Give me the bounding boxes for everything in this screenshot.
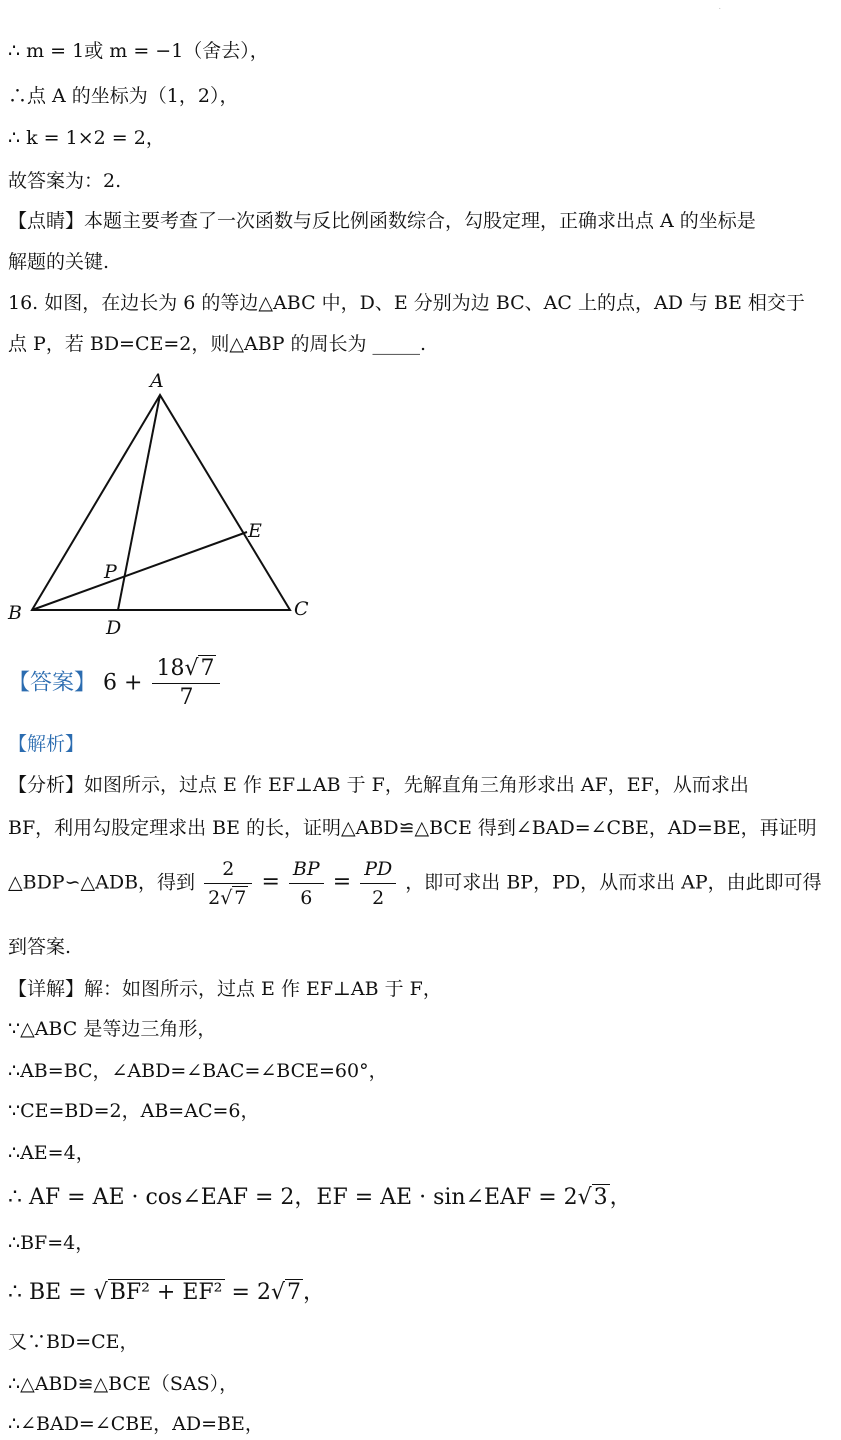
segment-be bbox=[32, 532, 247, 610]
detail-line: ∴△ABD≌△BCE（SAS）， bbox=[8, 1373, 239, 1395]
question-16-cont: 点 P，若 BD=CE=2，则△ABP 的周长为 _____. bbox=[8, 333, 427, 355]
analysis-line-fractions: △BDP∽△ADB，得到 $\frac{2}{2√ 7}$ = $\frac{BP}{6}$ = $\frac{PD}{2}$ ，即可求出 BP，PD，从而求出 AP，由此即可得 bbox=[8, 855, 822, 912]
label-b: B bbox=[8, 602, 22, 624]
label-p: P bbox=[104, 561, 117, 583]
label-d: D bbox=[106, 617, 122, 639]
segment-ad bbox=[118, 395, 160, 610]
answer-tag: 【答案】 bbox=[8, 670, 97, 696]
text-line: ∴ k = 1×2 = 2， bbox=[8, 127, 165, 149]
detail-line: ∵CE=BD=2，AB=AC=6， bbox=[8, 1100, 260, 1122]
answer-int: 6 + bbox=[103, 670, 143, 696]
question-16: 16. 如图，在边长为 6 的等边△ABC 中，D、E 分别为边 BC、AC 上的点，AD 与 BE 相交于 bbox=[8, 292, 805, 314]
detail-line: ∵△ABC 是等边三角形， bbox=[8, 1018, 217, 1040]
detail-line: ∴AB=BC，∠ABD=∠BAC=∠BCE=60°， bbox=[8, 1060, 388, 1082]
text-line: ∴ m = 1或 m = −1（舍去）， bbox=[8, 40, 269, 62]
detail-line: 【详解】解：如图所示，过点 E 作 EF⊥AB 于 F， bbox=[8, 978, 442, 1000]
analysis-line: 【分析】如图所示，过点 E 作 EF⊥AB 于 F，先解直角三角形求出 AF，EF，从而求出 bbox=[8, 774, 749, 796]
analysis-tag: 【解析】 bbox=[8, 733, 85, 755]
text-line: 故答案为：2. bbox=[8, 170, 122, 192]
text-line: 【点睛】本题主要考查了一次函数与反比例函数综合，勾股定理，正确求出点 A 的坐标是 bbox=[8, 210, 756, 232]
detail-line-trig: ∴ AF = AE · cos∠EAF = 2，EF = AE · sin∠EAF = 2√3， bbox=[8, 1185, 632, 1210]
detail-line: ∴AE=4， bbox=[8, 1142, 95, 1164]
detail-line: ∴BF=4， bbox=[8, 1232, 95, 1254]
detail-line: ∴∠BAD=∠CBE，AD=BE， bbox=[8, 1413, 264, 1435]
analysis-line: BF，利用勾股定理求出 BE 的长，证明△ABD≌△BCE 得到∠BAD=∠CBE，AD=BE，再证明 bbox=[8, 817, 817, 839]
text-line: ∴点 A 的坐标为（1，2）， bbox=[8, 85, 239, 107]
label-e: E bbox=[248, 520, 262, 542]
analysis-line: 到答案. bbox=[8, 936, 72, 958]
watermark: . bbox=[718, 2, 721, 11]
answer-fraction: $\frac{18√7}{7}$ bbox=[152, 655, 220, 712]
triangle-abc bbox=[32, 395, 290, 610]
text-line: 解题的关键. bbox=[8, 251, 110, 273]
triangle-figure bbox=[0, 365, 340, 640]
label-c: C bbox=[294, 598, 309, 620]
detail-line-be: ∴ BE = √BF² + EF² = 2√7， bbox=[8, 1280, 325, 1305]
answer-line bbox=[8, 655, 223, 712]
detail-line: 又∵BD=CE， bbox=[8, 1331, 139, 1353]
label-a: A bbox=[150, 370, 164, 392]
